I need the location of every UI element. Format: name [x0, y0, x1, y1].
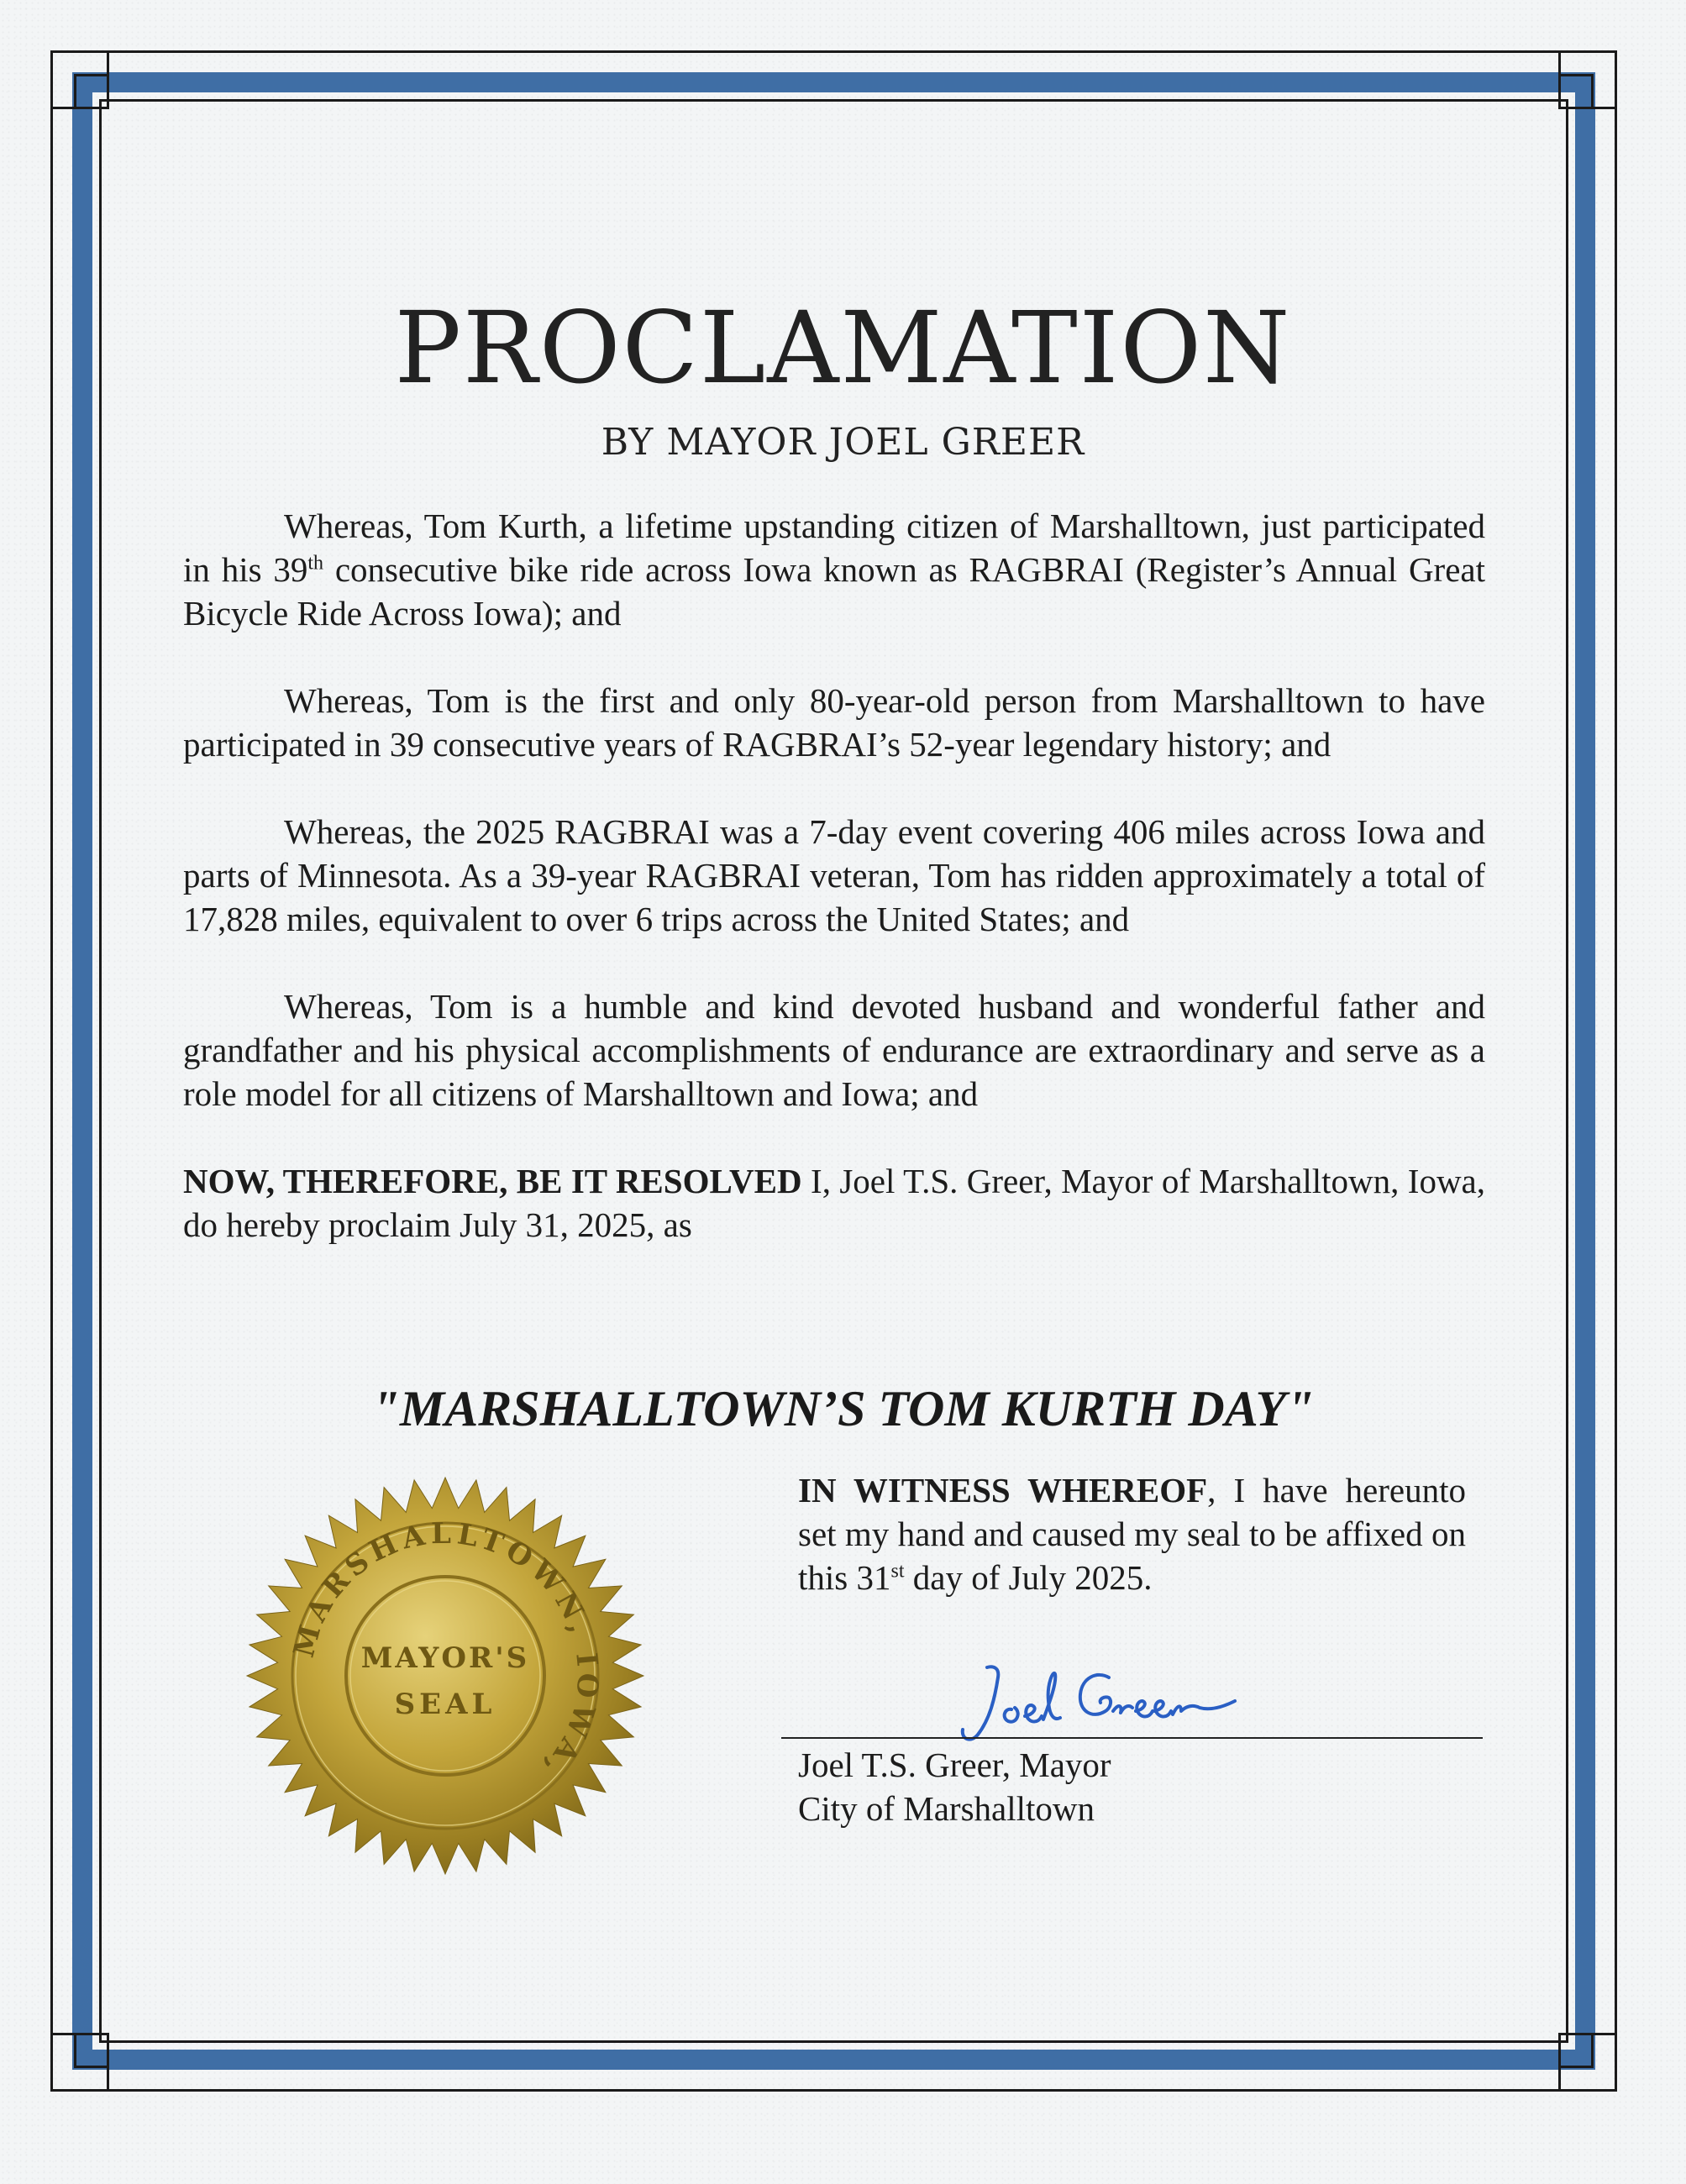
- resolution-paragraph: NOW, THEREFORE, BE IT RESOLVED I, Joel T.S. Greer, Mayor of Marshalltown, Iowa, do hereby proclaim July 31, 2025, as: [183, 1162, 1485, 1244]
- witness-paragraph: IN WITNESS WHEREOF, I have hereunto set my hand and caused my seal to be affixed on this 31st day of July 2025.: [798, 1471, 1466, 1597]
- proclaimed-day-title: "MARSHALLTOWN’S TOM KURTH DAY": [371, 1381, 1315, 1436]
- mayors-seal: [244, 1474, 647, 1877]
- resolution-lead: NOW, THEREFORE, BE IT RESOLVED: [183, 1162, 802, 1200]
- signature-line: [781, 1737, 1483, 1739]
- signature-text: Joel Greer: [941, 1659, 945, 1660]
- whereas-paragraph-1: Whereas, Tom Kurth, a lifetime upstanding citizen of Marshalltown, just participated in his 39th consecutive bike ride across Iowa known as RAGBRAI (Register’s Annual Great Bicycle Ride Across Iowa); and: [183, 507, 1485, 633]
- seal-center-line-2: SEAL: [394, 1688, 496, 1721]
- document-subtitle: BY MAYOR JOEL GREER: [601, 421, 1085, 464]
- border-corner-bottom-left: [50, 2033, 109, 2092]
- seal-ring-text: MARSHALLTOWN, IOWA,: [286, 1516, 605, 1788]
- signer-block: [798, 1743, 1111, 1830]
- signer-name: Joel T.S. Greer, Mayor: [798, 1746, 1111, 1784]
- border-corner-bottom-right: [1558, 2033, 1617, 2092]
- whereas-paragraph-4: Whereas, Tom is a humble and kind devoted husband and wonderful father and grandfather and his physical accomplishments of endurance are extraordinary and serve as a role model for all citizens of Marshalltown and Iowa; and: [183, 987, 1485, 1113]
- signer-organization: City of Marshalltown: [798, 1789, 1095, 1828]
- document-title: PROCLAMATION: [394, 290, 1292, 406]
- whereas-paragraph-2: Whereas, Tom is the first and only 80-year-old person from Marshalltown to have participated in 39 consecutive years of RAGBRAI’s 52-year legendary history; and: [183, 681, 1485, 764]
- proclamation-body: [183, 504, 1485, 1290]
- whereas-paragraph-3: Whereas, the 2025 RAGBRAI was a 7-day event covering 406 miles across Iowa and parts of Minnesota. As a 39-year RAGBRAI veteran, Tom has ridden approximately a total of 17,828 miles, equivalent to over 6 trips across the United States; and: [183, 812, 1485, 938]
- seal-center-line-1: MAYOR'S: [360, 1641, 530, 1675]
- border-corner-top-right: [1558, 50, 1617, 109]
- border-corner-top-left: [50, 50, 109, 109]
- witness-lead: IN WITNESS WHEREOF: [798, 1471, 1208, 1509]
